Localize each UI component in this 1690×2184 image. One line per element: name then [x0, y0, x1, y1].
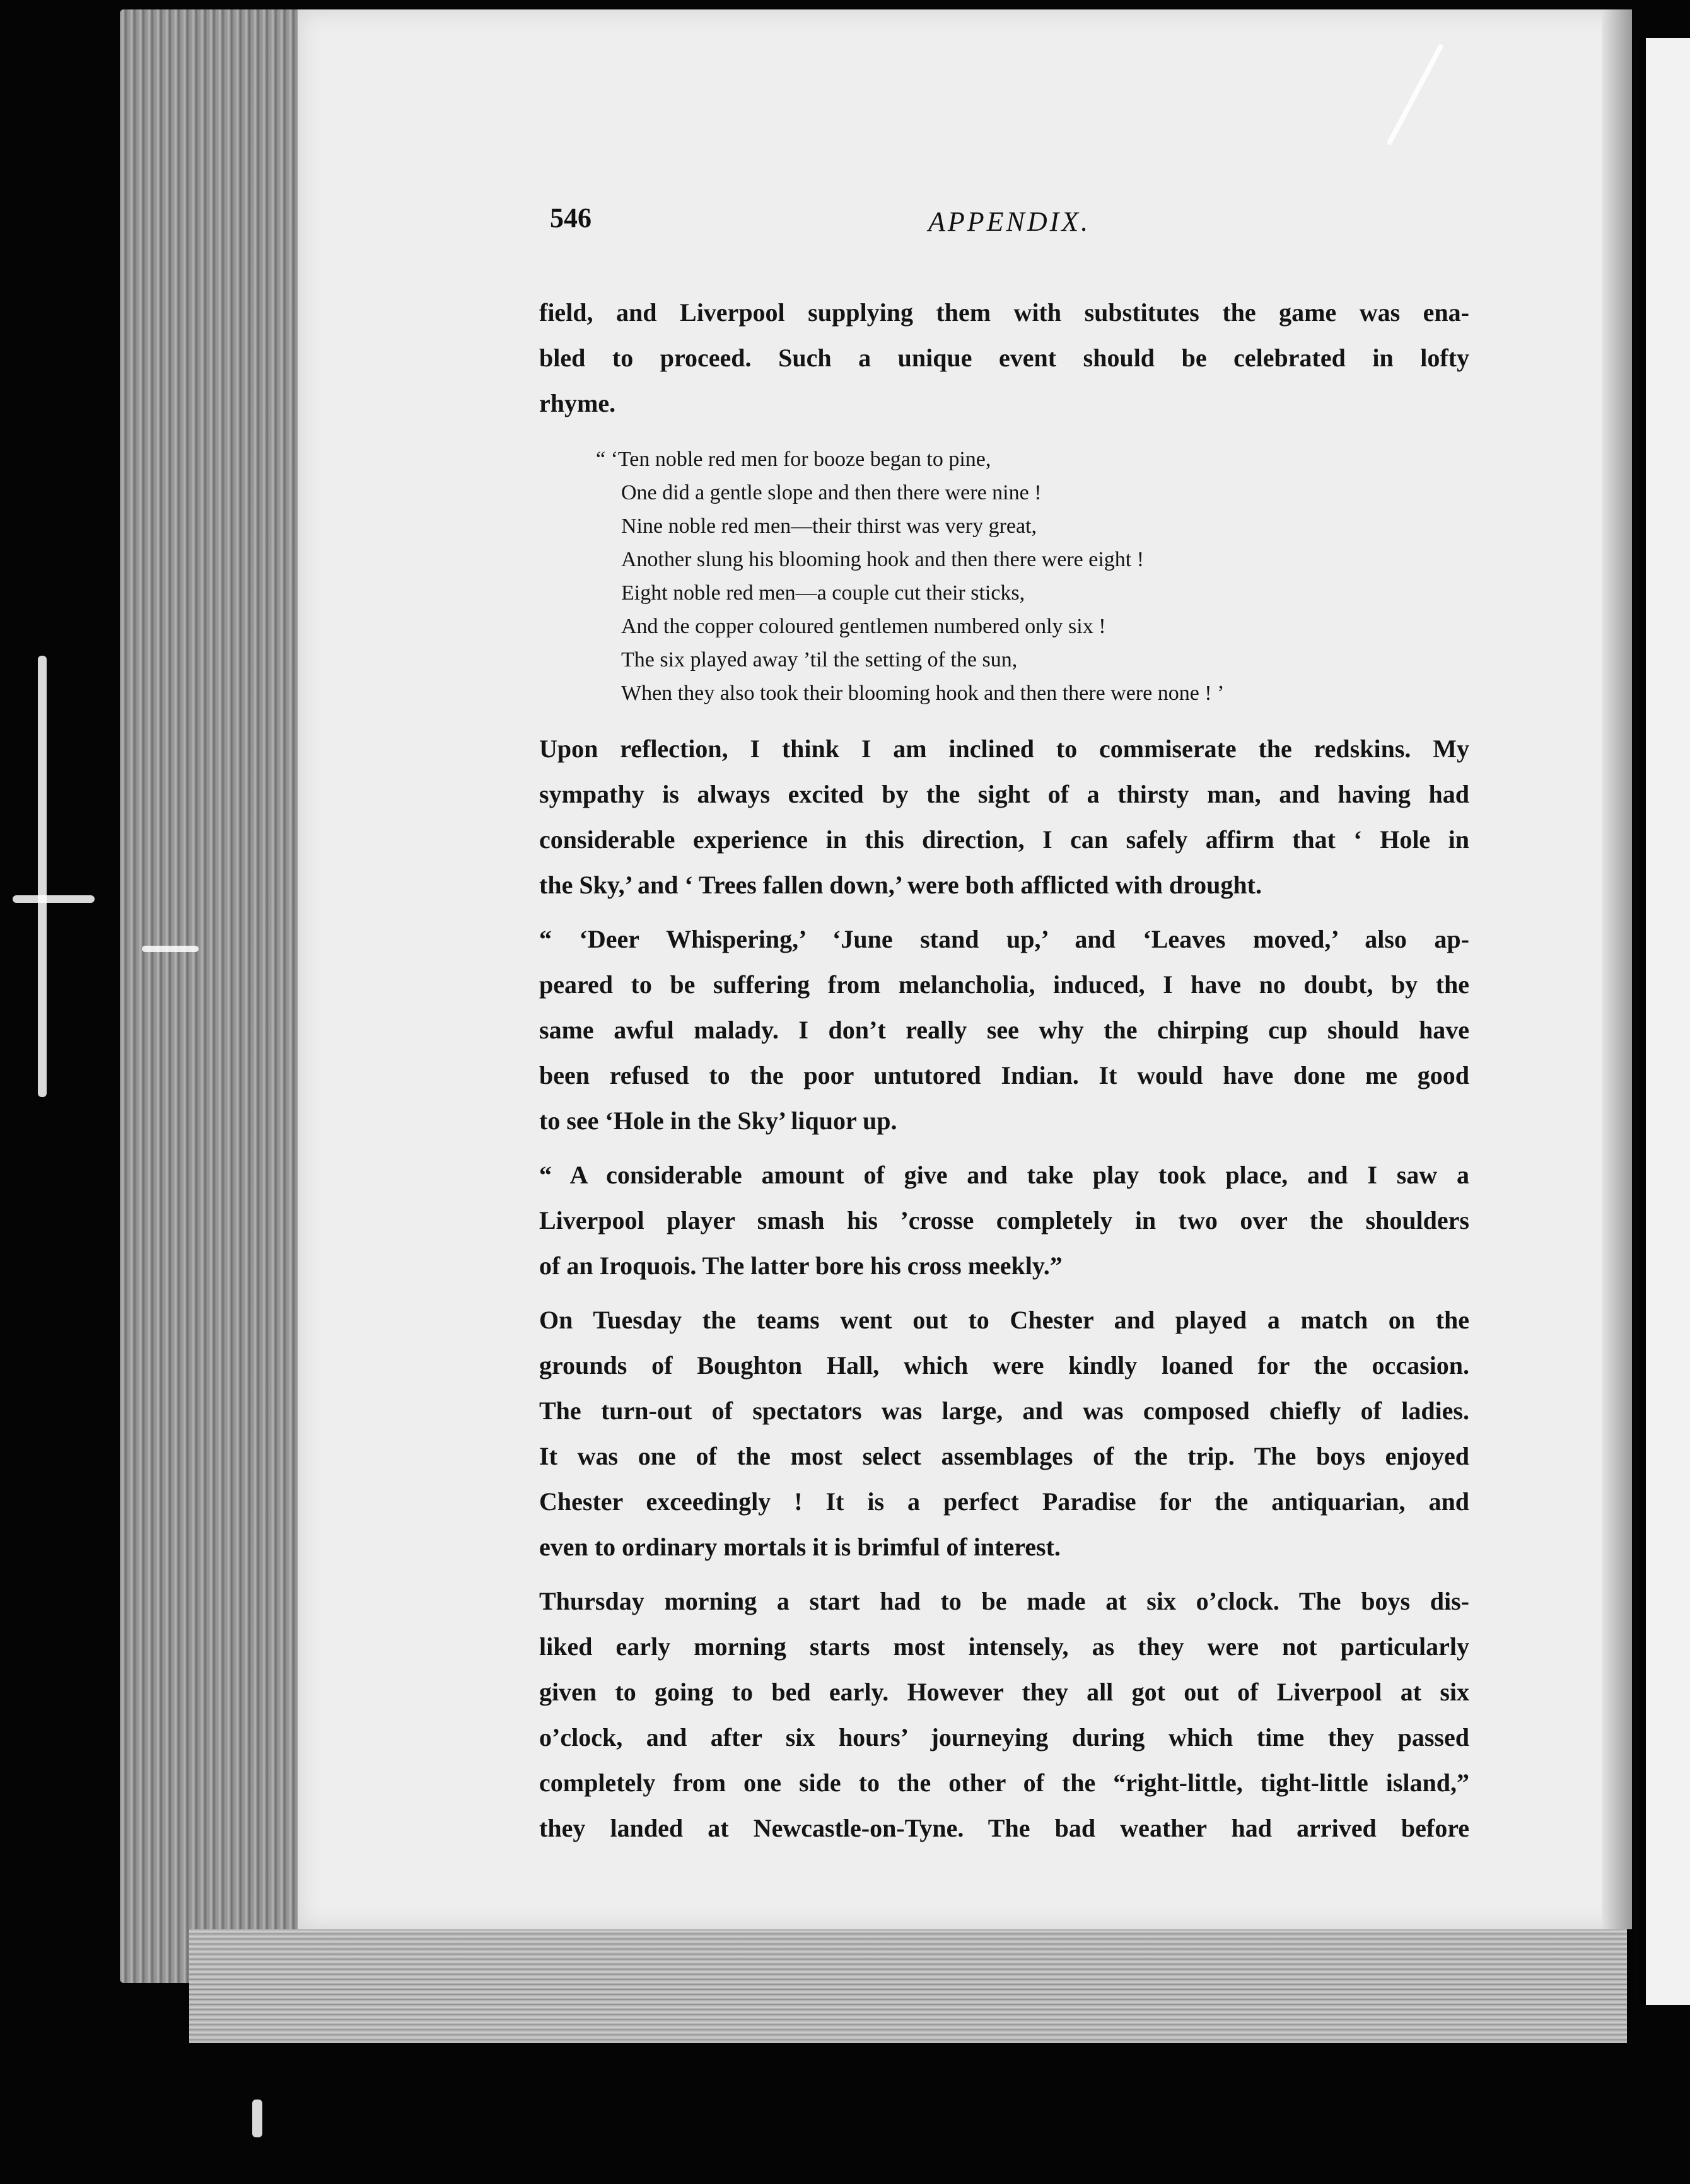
running-title: APPENDIX. — [928, 206, 1091, 237]
text-line: It was one of the most select assemblages of the trip. The boys enjoyed — [539, 1442, 1469, 1470]
text-line: “ A considerable amount of give and take play took place, and I saw a — [539, 1161, 1469, 1189]
text-line: been refused to the poor untutored Indian. It would have done me good — [539, 1061, 1469, 1089]
text-line: they landed at Newcastle-on-Tyne. The bad weather had arrived before — [539, 1814, 1469, 1842]
text-line: considerable experience in this direction, I can safely affirm that ‘ Hole in — [539, 825, 1469, 854]
poem-line: And the copper coloured gentlemen numbered only six ! — [621, 615, 1106, 638]
film-scratch — [142, 946, 199, 952]
film-scratch — [252, 2100, 262, 2137]
poem-line: When they also took their blooming hook and then there were none ! ’ — [621, 682, 1225, 705]
text-line: bled to proceed. Such a unique event should be celebrated in lofty — [539, 344, 1469, 372]
page-header — [550, 202, 1496, 252]
text-line: of an Iroquois. The latter bore his cross meekly.” — [539, 1252, 1063, 1280]
poem-line: “ ‘Ten noble red men for booze began to pine, — [596, 448, 991, 471]
text-line: field, and Liverpool supplying them with substitutes the game was ena- — [539, 298, 1469, 327]
text-line: o’clock, and after six hours’ journeying during which time they passed — [539, 1723, 1469, 1751]
facing-page-edge — [1640, 38, 1690, 2005]
poem-line: Nine noble red men—their thirst was very great, — [621, 514, 1037, 538]
text-line: The turn-out of spectators was large, and was composed chiefly of ladies. — [539, 1397, 1469, 1425]
paragraph — [539, 1579, 1469, 1851]
text-line: Chester exceedingly ! It is a perfect Paradise for the antiquarian, and — [539, 1487, 1469, 1516]
text-line: Thursday morning a start had to be made at six o’clock. The boys dis- — [539, 1587, 1469, 1615]
poem-block — [596, 443, 1469, 710]
text-line: peared to be suffering from melancholia, induced, I have no doubt, by the — [539, 970, 1469, 999]
text-line: sympathy is always excited by the sight of a thirsty man, and having had — [539, 780, 1469, 808]
page-body — [539, 290, 1469, 1851]
text-line: liked early morning starts most intensely, as they were not particularly — [539, 1632, 1469, 1661]
paragraph — [539, 1298, 1469, 1570]
poem-line: One did a gentle slope and then there were nine ! — [621, 481, 1042, 504]
text-line: “ ‘Deer Whispering,’ ‘June stand up,’ and ‘Leaves moved,’ also ap- — [539, 925, 1469, 953]
book-bottom-edge — [189, 1929, 1627, 2043]
paragraph — [539, 290, 1469, 426]
paragraph — [539, 726, 1469, 908]
poem-line: The six played away ’til the setting of the sun, — [621, 648, 1018, 671]
film-scratch — [13, 895, 95, 903]
text-line: same awful malady. I don’t really see why the chirping cup should have — [539, 1016, 1469, 1044]
page-number: 546 — [550, 202, 592, 233]
paragraph — [539, 1153, 1469, 1289]
text-line: completely from one side to the other of the “right-little, tight-little island,” — [539, 1769, 1469, 1797]
book-fore-edge — [120, 9, 303, 1983]
text-line: Liverpool player smash his ’crosse completely in two over the shoulders — [539, 1206, 1469, 1234]
text-line: given to going to bed early. However they all got out of Liverpool at six — [539, 1678, 1469, 1706]
poem-line: Eight noble red men—a couple cut their sticks, — [621, 581, 1025, 605]
film-scratch — [38, 656, 47, 1097]
text-line: grounds of Boughton Hall, which were kindly loaned for the occasion. — [539, 1351, 1469, 1380]
text-line: On Tuesday the teams went out to Chester and played a match on the — [539, 1306, 1469, 1334]
poem-line: Another slung his blooming hook and then there were eight ! — [621, 548, 1145, 571]
text-line: even to ordinary mortals it is brimful of interest. — [539, 1533, 1061, 1561]
text-line: the Sky,’ and ‘ Trees fallen down,’ were both afflicted with drought. — [539, 871, 1262, 899]
text-line: to see ‘Hole in the Sky’ liquor up. — [539, 1107, 897, 1135]
text-line: rhyme. — [539, 389, 616, 417]
text-line: Upon reflection, I think I am inclined to commiserate the redskins. My — [539, 735, 1469, 763]
paragraph — [539, 917, 1469, 1144]
page-gutter-shadow — [1602, 9, 1632, 1929]
